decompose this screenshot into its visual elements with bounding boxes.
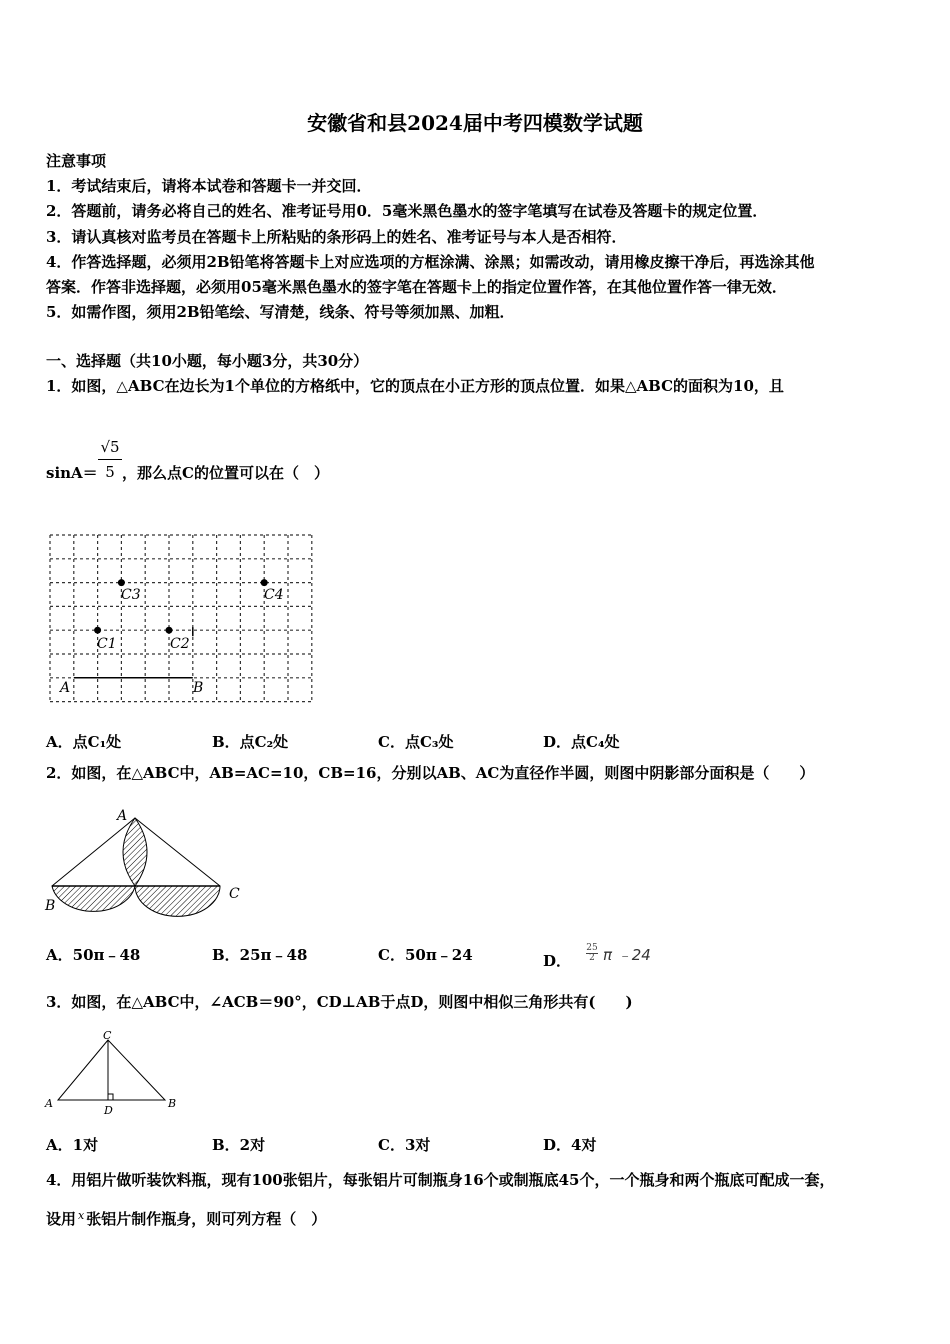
q2-label-b: B <box>45 898 56 914</box>
note-line: 1．考试结束后，请将本试卷和答题卡一并交回． <box>46 177 372 195</box>
q3-label-b: B <box>168 1097 177 1110</box>
label-c3: C3 <box>121 587 141 603</box>
shaded-segment-right <box>135 886 220 916</box>
q2-option-c[interactable]: C．50π﹣24 <box>378 946 473 964</box>
label-c4: C4 <box>264 587 284 603</box>
notes-heading: 注意事项 <box>46 152 107 170</box>
fraction-numerator: √5 <box>100 438 120 456</box>
note-line: 4．作答选择题，必须用2B铅笔将答题卡上对应选项的方框涂满、涂黑；如需改动，请用橡皮擦干净后，再选涂其他 <box>46 253 815 271</box>
q2-option-d[interactable] <box>543 944 651 971</box>
label-c2: C2 <box>170 636 190 652</box>
q3-option-b[interactable]: B．2对 <box>212 1136 266 1154</box>
note-line: 2．答题前，请务必将自己的姓名、准考证号用0．5毫米黑色墨水的签字笔填写在试卷及答题卡的规定位置． <box>46 202 768 220</box>
section-heading: 一、选择题（共10小题，每小题3分，共30分） <box>46 352 369 370</box>
fraction-denominator: 5 <box>105 463 115 481</box>
q2-stem: 2．如图，在△ABC中，AB=AC=10，CB=16，分别以AB、AC为直径作半圆，则图中阴影部分面积是（ ） <box>46 764 815 782</box>
q2-option-d-prefix: D． <box>543 952 572 970</box>
label-c1: C1 <box>97 636 117 652</box>
q3-label-d: D <box>104 1104 113 1117</box>
q4-line2-prefix: 设用 <box>46 1210 77 1228</box>
q1-option-b[interactable]: B．点C₂处 <box>212 733 289 751</box>
q2-label-c: C <box>229 886 240 902</box>
label-a: A <box>60 680 71 696</box>
q1-option-a[interactable]: A．点C₁处 <box>46 733 122 751</box>
q1-sin-prefix: sinA＝ <box>46 464 98 482</box>
q2-option-b[interactable]: B．25π﹣48 <box>212 946 308 964</box>
q1-option-c[interactable]: C．点C₃处 <box>378 733 454 751</box>
label-b: B <box>193 680 204 696</box>
page-title: 安徽省和县2024届中考四模数学试题 <box>307 111 643 135</box>
q4-line2-suffix: 张铝片制作瓶身，则可列方程（ ） <box>86 1210 327 1228</box>
fraction-numerator: 25 <box>586 943 598 953</box>
note-line: 答案．作答非选择题，必须用05毫米黑色墨水的签字笔在答题卡上的指定位置作答，在其他位置作答一律无效． <box>46 278 787 296</box>
q3-option-c[interactable]: C．3对 <box>378 1136 431 1154</box>
shaded-lens <box>123 818 147 886</box>
q2-option-a[interactable]: A．50π﹣48 <box>46 946 141 964</box>
q1-option-d[interactable]: D．点C₄处 <box>543 733 620 751</box>
q3-label-c: C <box>103 1029 112 1042</box>
q4-stem: 4．用铝片做听装饮料瓶，现有100张铝片，每张铝片可制瓶身16个或制瓶底45个，一个瓶身和两个瓶底可配成一套， <box>46 1171 835 1189</box>
q1-stem: 1．如图，△ABC在边长为1个单位的方格纸中，它的顶点在小正方形的顶点位置．如果△ABC的面积为10，且 <box>46 377 784 395</box>
fraction-denominator: 2 <box>589 953 595 963</box>
q2-label-a: A <box>117 808 128 824</box>
note-line: 3．请认真核对监考员在答题卡上所粘贴的条形码上的姓名、准考证号与本人是否相符． <box>46 228 627 246</box>
q3-stem: 3．如图，在△ABC中，∠ACB＝90°，CD⊥AB于点D，则图中相似三角形共有( ) <box>46 993 633 1011</box>
shaded-segment-left <box>52 886 135 911</box>
q4-line2 <box>46 1206 326 1229</box>
triangle-abc <box>58 1040 165 1100</box>
right-angle-mark <box>108 1094 113 1100</box>
note-line: 5．如需作图，须用2B铅笔绘、写清楚，线条、符号等须加黑、加粗． <box>46 303 515 321</box>
point-c2 <box>166 627 173 634</box>
q3-option-d[interactable]: D．4对 <box>543 1136 597 1154</box>
q1-sin-suffix: ，那么点C的位置可以在（ ） <box>122 464 329 482</box>
q4-variable: x <box>78 1209 85 1222</box>
q2-option-d-rest: π ﹣24 <box>602 946 651 964</box>
point-c1 <box>94 627 101 634</box>
q3-option-a[interactable]: A．1对 <box>46 1136 99 1154</box>
q3-label-a: A <box>45 1097 53 1110</box>
